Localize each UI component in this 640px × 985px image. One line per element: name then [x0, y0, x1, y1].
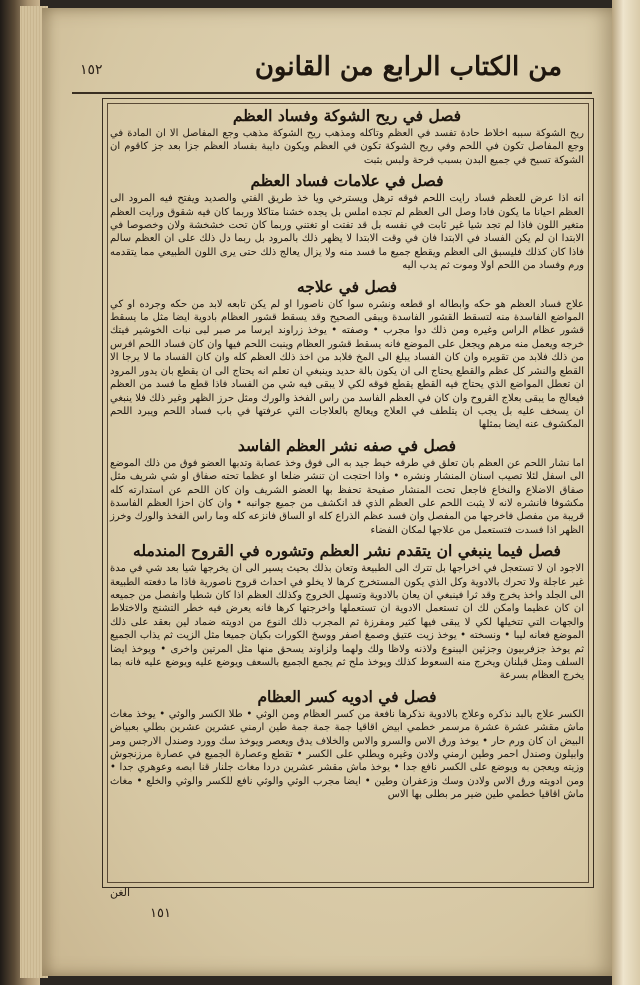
section-heading: فصل في صفه نشر العظم الفاسد	[237, 435, 457, 455]
section-text: ريح الشوكة سببه اخلاط حادة تفسد في العظم وتاكله ومذهب ريح الشوكة مذهب وجع المفاصل الا ان المادة في وجع المفاصل تكون في اللحم وفي ريح الشوكة تكون في العظم ويكون دايبة بفساد العظم جزا بعد جز كاقوم ان الشوكة تسيح في جميع البدن بسبب فرحة ولبس بثبت	[110, 128, 584, 166]
facing-page-edge	[612, 0, 640, 985]
running-head	[72, 48, 592, 94]
section-4	[108, 436, 586, 537]
section-5	[108, 541, 586, 683]
catchword: الغن	[110, 886, 131, 899]
page-number-top: ١٥٢	[80, 62, 103, 78]
section-heading: فصل في ادويه كسر العظام	[257, 686, 437, 706]
section-2	[108, 171, 586, 272]
section-6	[108, 687, 586, 802]
section-heading: فصل في علاجه	[296, 276, 398, 296]
section-text: الاجود ان لا تستعجل في اخراجها بل تترك الى الطبيعة وتعان بذلك بحيث يسير الى ان يخرجها شيا بعد شي في مدة غير عاجلة ولا تحرك بالادوية وكل الذي يكون المستخرج كرها لا يخلو في احداث قروح ناصورية فاذا ما دفعته الطبيعة الى الجلد واخذ يخرج وقد ثرا فينبغي ان يعان بالادوية وتسهل الخروج وكذلك العظم اذا كان شطيا وانفصل من جميعه ان كان عظيما وامكن لك ان تستعمل الادوية ان تستعملها واخرجتها كرها فانه يعرض فيه خطر التشنج والاختلاط والجهات التي تتخيلها لكي لا يبقى فيها كثير ومفرزة ثم المجرب ذلك النوع من ادويته ضماد لين بعقد على ذلك الموضع فعانه ليبا • ونسخته • يوخذ زيت عتيق وصمغ اصفر ووسخ الكورات بكيان جميعا مثل الزيت ثم يذاب الجميع ثم يوخذ جزفربيون وجزثين اليبنوع ولاذنه ولاظا ولك ولهما ولزاوند يسحق منها مثل المرتين واخرى • ويوخذ ايضا السلف ومثل قبلنان ويخرج منه السعوط كذلك ويوخذ ملح ثم يجمع الجميع بالسعف ويوضع عليه ويوضع عليه فانه بما يخرج العظام بسرعة	[110, 563, 584, 682]
text-block	[108, 102, 586, 882]
section-3	[108, 277, 586, 432]
section-text: الكسر علاج بالبد نذكره وعلاج بالادوية نذكرها نافعة من كسر العظام ومن الوثي • طلا الكسر والوثي • يوخذ مغاث ماش مقشر عشرة عشرة مرسمر خطمي ابيض اقاقيا جمة جمة جمة طين ارمني عشرين عشرين بطلي بعبياض البيض ان كان ورم حار • يوخذ ورق الاس والسرو والاس والخلاف يدق ويعصر ويوخذ سك وورد وصندل الارجس ومر وابيلون وصندل احمر وطين ارمني ولادن وغيره ويطلي على الكسر • تقطع وعصارة الجميع في عصارة مرزنجوش وزيته ويعجن به ويوضع على الكسر نافع جدا • يوخذ ماش مقشر عشرين دردا مغاث جلنار قنا ابصه وعوهري جدا • ومن ادويته ورق الاس ولادن وسك وزعفران وطين • ايضا مجرب الوثي والوثي نافع للكسر والوثي والخلع • مغاث ماش اقاقيا خطمي طين ضير مر بطلى بها الاس	[110, 708, 584, 801]
section-text: انه اذا عرض للعظم فساد رايت اللحم فوقه ترهل ويسترخي ويا خذ طريق الفتي والصديد ويفتح فيه المرود الى العظم احيانا ما يكون فادا وصل الى العظم لم تجده املس بل يجده خشنا متاكلا وربما كان فيه شقوق ورايت العظم متغير اللون فاذا لم تجد شيا غير ثابت في نفسه بل قد تفتت او تغتني وربما كان تحت خشخشة ولان وخصوصا في الابتدا ان لم يكن الفساد في الابتدا فان في وقت الابتدا لا يظهر ذلك بالمرود بل ربما دل ذلك على ان العظم سالم فاذا كان كذلك فليسبق الى العظم ويقطع جميع ما فسد منه ولا يزال يعالج ذلك حتى يرى اللون الطبيعي مما يتقدمه ورم وفساد من اللحم اولا وموت ثم يدب اليه	[110, 193, 584, 272]
page-number-bottom: ١٥١	[150, 906, 171, 921]
section-1	[108, 106, 586, 167]
section-heading: فصل في ريح الشوكة وفساد العظم	[232, 106, 462, 125]
section-heading: فصل فيما ينبغي ان يتقدم نشر العظم وتشوره في القروح المندمله	[133, 541, 561, 561]
section-text: اما نشار اللحم عن العظم بان تعلق في طرفه خيط جيد به الى فوق وخذ عصابة وتدبها العضو فوق من ذلك الموضع الى اسفل لئلا تصيب اسنان المنشار ونشره • واذا احتجت ان تنشر ضلعا او عظما تحته صفاق او شي شريف مثل صفاق الاضلاع والنخاع فاجعل تحت المنشار صفيحة تحفظ بها العضو الشريف وان كان اللحم عن استدارته كله مكشوفا فانشره لانه لا يثبت اللحم على العظم الذي قد انكشف من جميع جوانبه • وان كان احزا العظم الفاسدة قريبة من مفصل فاخرجها من المفصل وان فسد عظم الذراع كله او الساق فانزعه كله وما راس الفخذ والورك وخرز الظهر اذا فسدت فتستعمل من علاجها لمكان الفضاء	[110, 457, 584, 536]
section-text: علاج فساد العظم هو حكه وابطاله او قطعه ونشره سوا كان ناصورا او لم يكن تابعه لابد من حكه وجرده او كي المواضع الفاسدة منه لتسقط القشور الفاسدة ويبقى الصحيح وقد يسقط قشور العظام بادوية ايضا مثل ما يسقط قشور عظام الراس وغيره ومن ذلك دوا مجرب • وصفته • يوخذ زراوند ايرسا مر صبر لبى نبات الخوشير فيتك خرجه ويعمل منه مرهم ويجعل على الموضع فانه يسقط قشور العظام وينبت اللحم فيها وان كان فساد اللحم افرس من ذلك فلابد من تقويره وان كان الفساد يبلغ الى المخ فلابد من اخذ ذلك العظم كله وان كان الفساد ما لا يرجا الا القطع والنشر كل عظم والقطع يحتاج الى ان يكون بالة حديد وينبغي ان تعلم انه يحتاج الى ان يقطع بان يدور المرود ان تعطل المواضع الذي يحتاج فيه القطع يقطع فوقه لكي لا يبقى فيه شي من الفساد فاذا قطع ما فسد من العظم فيعالج ما يبقى بعلاج القروح وان كان في العظم الفاسد من راس الفخذ والورك ومثل حرز الظهر وغير ذلك فلا ينبغي ان يسخف عليه بل يجب ان يتلطف في العلاج ويعالج بالعلاجات التي عرفتها في باب فساد اللحم ويبرد اللحم المكشوف عنه ايضا بمثلها	[110, 298, 584, 431]
section-heading: فصل في علامات فساد العظم	[250, 171, 444, 191]
running-title: من الكتاب الرابع من القانون	[254, 52, 562, 82]
